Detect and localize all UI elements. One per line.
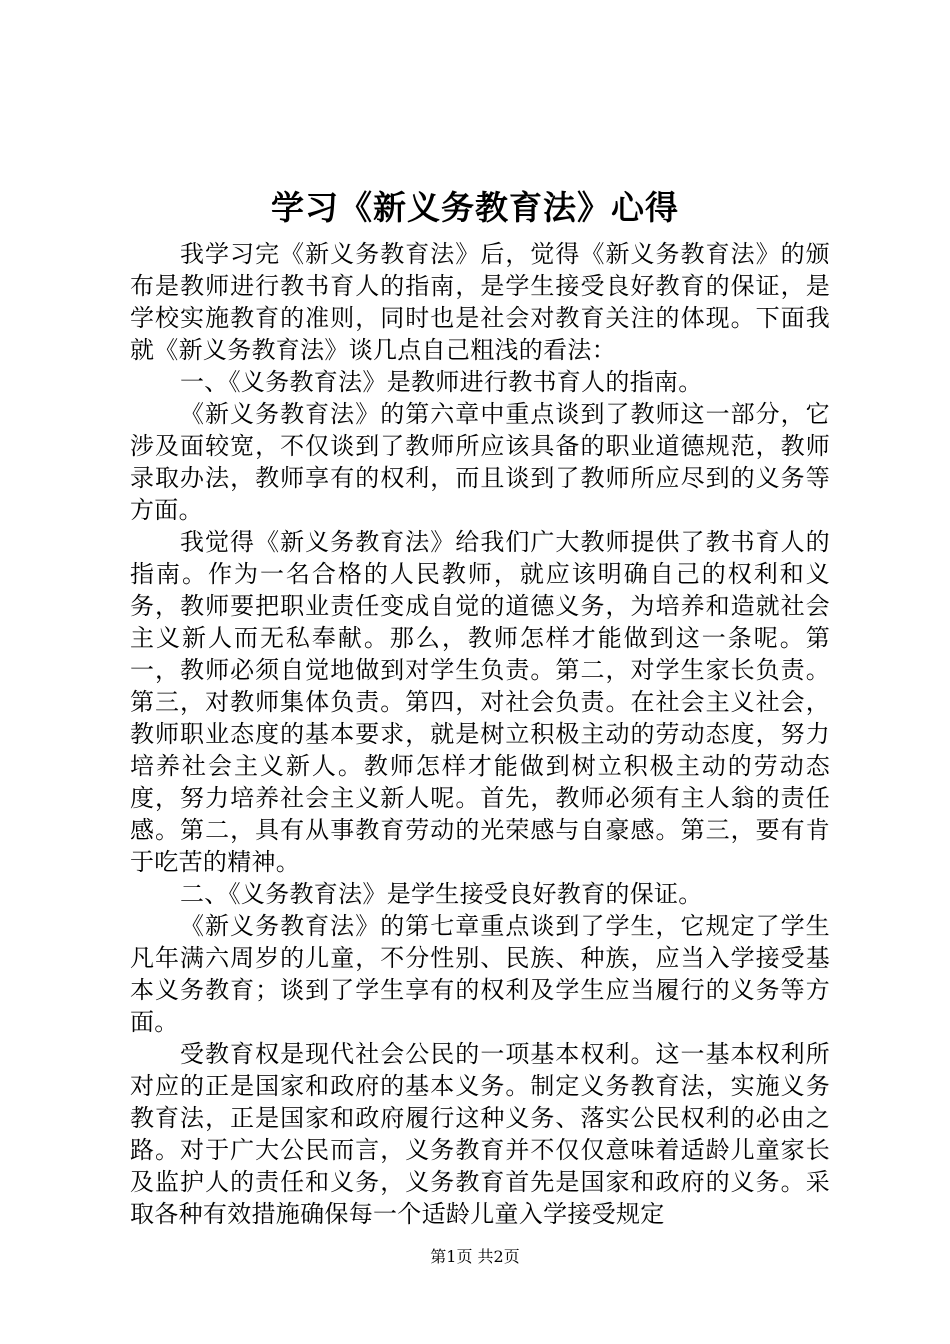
paragraph: 我觉得《新义务教育法》给我们广大教师提供了教书育人的指南。作为一名合格的人民教师，就应该明确自己的权利和义务，教师要把职业责任变成自觉的道德义务，为培养和造就社会主义新人而无私奉献。那么，教师怎样才能做到这一条呢。第一，教师必须自觉地做到对学生负责。第二，对学生家长负责。第三，对教师集体负责。第四，对社会负责。在社会主义社会，教师职业态度的基本要求，就是树立积极主动的劳动态度，努力培养社会主义新人。教师怎样才能做到树立积极主动的劳动态度，努力培养社会主义新人呢。首先，教师必须有主人翁的责任感。第二，具有从事教育劳动的光荣感与自豪感。第三，要有肯于吃苦的精神。 (130, 528, 830, 876)
document-body (130, 238, 830, 1230)
paragraph: 《新义务教育法》的第七章重点谈到了学生，它规定了学生凡年满六周岁的儿童，不分性别、民族、种族，应当入学接受基本义务教育；谈到了学生享有的权利及学生应当履行的义务等方面。 (130, 912, 830, 1036)
section-heading-2: 二、《义务教育法》是学生接受良好教育的保证。 (180, 880, 703, 908)
page-footer: 第1页 共2页 (430, 1247, 520, 1266)
paragraph-intro: 我学习完《新义务教育法》后，觉得《新义务教育法》的颁布是教师进行教书育人的指南，是学生接受良好教育的保证，是学校实施教育的准则，同时也是社会对教育关注的体现。下面我就《新义务教育法》谈几点自己粗浅的看法： (130, 240, 830, 364)
section-heading-1: 一、《义务教育法》是教师进行教书育人的指南。 (180, 368, 703, 396)
paragraph: 《新义务教育法》的第六章中重点谈到了教师这一部分，它涉及面较宽，不仅谈到了教师所应该具备的职业道德规范，教师录取办法，教师享有的权利，而且谈到了教师所应尽到的义务等方面。 (130, 400, 830, 524)
paragraph: 受教育权是现代社会公民的一项基本权利。这一基本权利所对应的正是国家和政府的基本义务。制定义务教育法，实施义务教育法，正是国家和政府履行这种义务、落实公民权利的必由之路。对于广大公民而言，义务教育并不仅仅意味着适龄儿童家长及监护人的责任和义务，义务教育首先是国家和政府的义务。采取各种有效措施确保每一个适龄儿童入学接受规定 (130, 1040, 830, 1228)
document-title: 学习《新义务教育法》心得 (271, 188, 679, 227)
